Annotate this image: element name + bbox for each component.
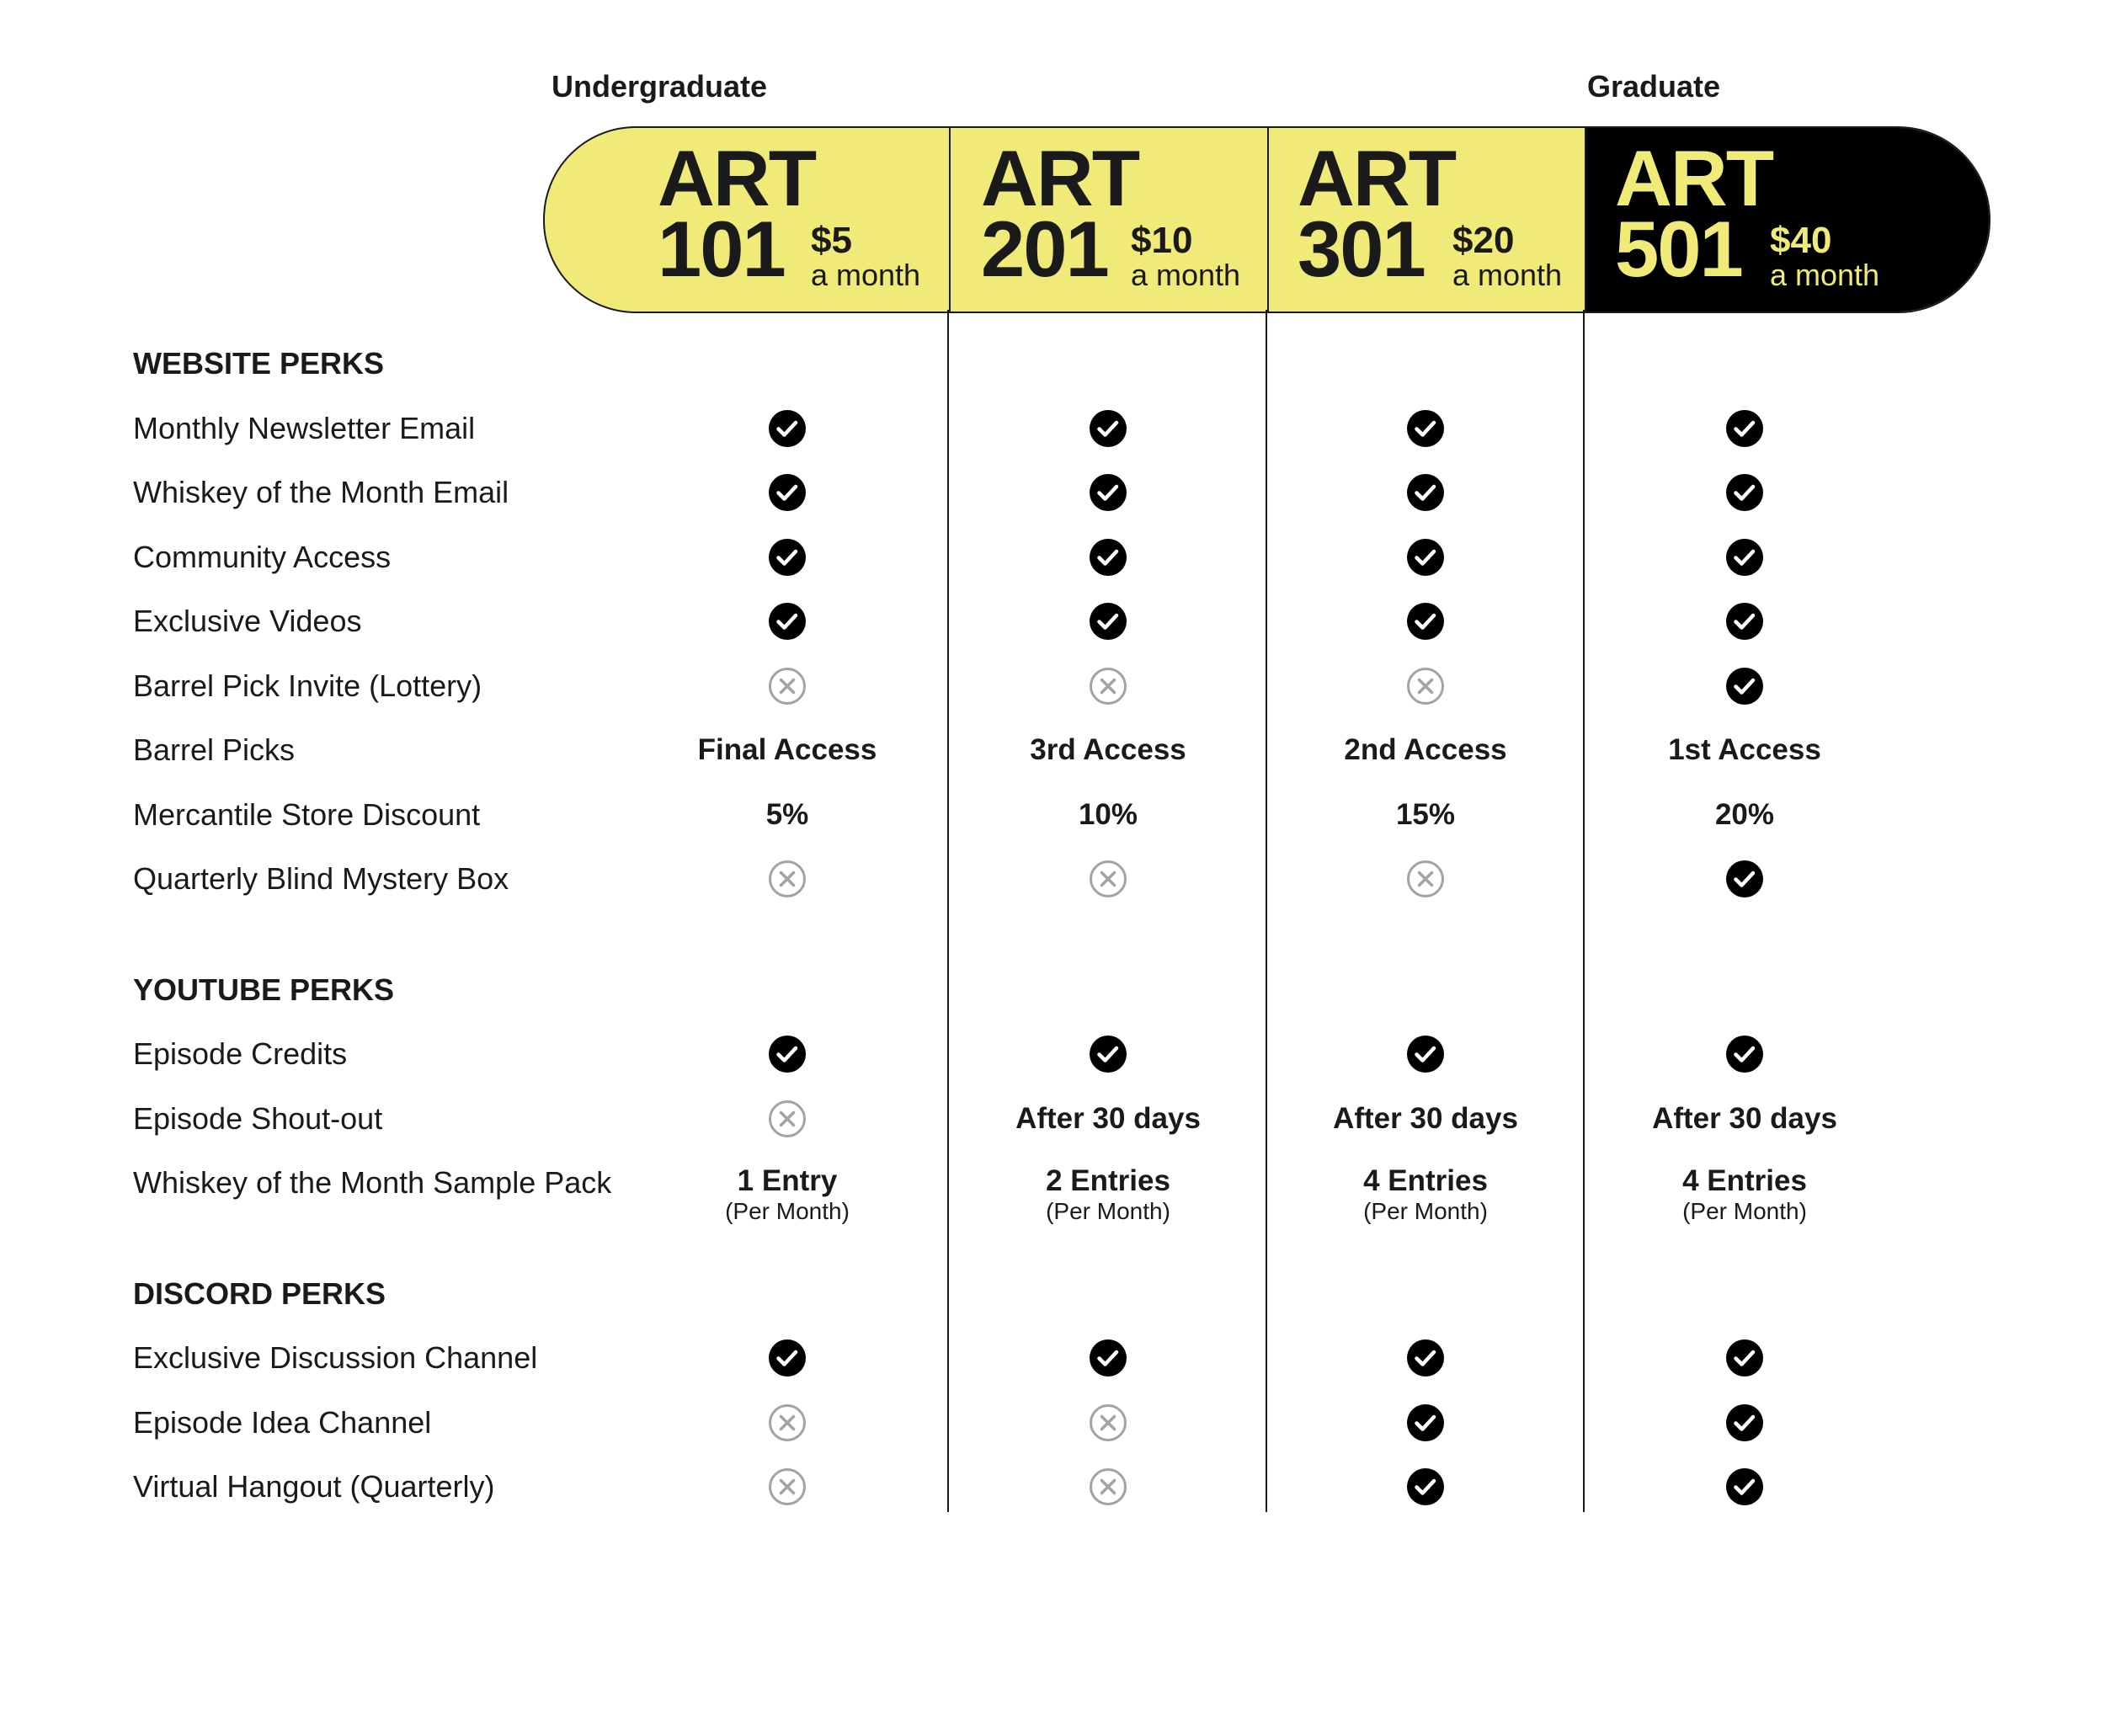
graduate-label: Graduate: [1587, 69, 1721, 104]
perk-cell: [1725, 473, 1764, 512]
cross-icon: [768, 667, 807, 706]
perk-value: Final Access: [697, 733, 877, 766]
section-title-youtube-perks: YOUTUBE PERKS: [133, 972, 395, 1007]
perk-value-note: (Per Month): [1046, 1198, 1170, 1224]
perk-cell: [1089, 1339, 1127, 1377]
tier-name-line1: ART: [658, 134, 816, 222]
check-icon: [1089, 473, 1127, 512]
cross-icon: [1089, 667, 1127, 706]
perk-value: 5%: [765, 797, 809, 831]
perk-cell: [1089, 860, 1127, 898]
cross-icon: [768, 1100, 807, 1138]
cross-icon: [768, 1467, 807, 1506]
tier-name: [1615, 134, 1773, 293]
perk-cell: [1725, 409, 1764, 448]
check-icon: [1725, 473, 1764, 512]
perk-cell: [1406, 1467, 1445, 1506]
perk-value: 15%: [1395, 797, 1456, 831]
check-icon: [1725, 860, 1764, 898]
perk-cell: [1089, 409, 1127, 448]
row-label: Episode Credits: [133, 1036, 348, 1071]
perk-cell: [1333, 1102, 1518, 1136]
perk-cell: [768, 1467, 807, 1506]
check-icon: [1406, 1403, 1445, 1442]
check-icon: [1725, 667, 1764, 706]
perk-value: 3rd Access: [1030, 733, 1186, 766]
perk-value-note: (Per Month): [1682, 1198, 1807, 1224]
perk-cell: [1406, 860, 1445, 898]
tier-name-line1: ART: [1615, 134, 1773, 222]
row-label: Community Access: [133, 539, 392, 574]
perk-cell: [1715, 798, 1774, 832]
tier-name-line2: 501: [1615, 205, 1742, 293]
tier-name-line2: 201: [981, 205, 1108, 293]
perk-cell: [1089, 1035, 1127, 1073]
check-icon: [1406, 409, 1445, 448]
tier-name: [1298, 134, 1456, 293]
price-period: a month: [1452, 258, 1563, 292]
check-icon: [1089, 409, 1127, 448]
perk-cell: [1089, 473, 1127, 512]
perk-value: 4 Entries: [1682, 1164, 1807, 1197]
price-period: a month: [1770, 258, 1880, 292]
row-label: Monthly Newsletter Email: [133, 410, 476, 445]
check-icon: [768, 473, 807, 512]
row-label: Exclusive Videos: [133, 604, 362, 638]
check-icon: [1089, 1035, 1127, 1073]
check-icon: [1725, 602, 1764, 641]
perk-cell: [1089, 1467, 1127, 1506]
perk-cell: [1406, 473, 1445, 512]
tier-name: [658, 134, 816, 293]
tier-art-301[interactable]: [1267, 128, 1585, 312]
perk-value: 1 Entry: [737, 1164, 838, 1197]
row-label: Barrel Pick Invite (Lottery): [133, 668, 482, 703]
perk-value: 4 Entries: [1363, 1164, 1488, 1197]
perk-cell: [768, 1100, 807, 1138]
perk-cell: [766, 798, 809, 832]
perk-cell: [768, 860, 807, 898]
tier-name-line1: ART: [1298, 134, 1456, 222]
check-icon: [1406, 1467, 1445, 1506]
perk-cell: [1406, 1339, 1445, 1377]
perk-value: After 30 days: [1015, 1101, 1201, 1135]
perk-cell: [1089, 602, 1127, 641]
perk-cell: [1406, 667, 1445, 706]
row-label: Episode Idea Channel: [133, 1404, 432, 1440]
perk-value: 2 Entries: [1046, 1164, 1170, 1197]
perk-cell: [768, 473, 807, 512]
perk-cell: [725, 1164, 850, 1225]
price-period: a month: [811, 258, 921, 292]
perk-cell: [1725, 538, 1764, 577]
row-label: Quarterly Blind Mystery Box: [133, 861, 509, 896]
tier-name-line1: ART: [981, 134, 1139, 222]
check-icon: [1406, 473, 1445, 512]
perk-cell: [768, 1339, 807, 1377]
check-icon: [768, 409, 807, 448]
check-icon: [1406, 602, 1445, 641]
row-label: Mercantile Store Discount: [133, 796, 481, 832]
perk-value: After 30 days: [1652, 1101, 1837, 1135]
check-icon: [1725, 1467, 1764, 1506]
tier-name: [981, 134, 1139, 293]
check-icon: [1089, 602, 1127, 641]
perk-cell: [1079, 798, 1138, 832]
perk-cell: [768, 1403, 807, 1442]
perk-cell: [1089, 1403, 1127, 1442]
price-amount: $20: [1452, 220, 1515, 261]
check-icon: [1089, 538, 1127, 577]
section-title-website-perks: WEBSITE PERKS: [133, 346, 385, 381]
perk-cell: [1344, 733, 1506, 767]
tier-price: [1131, 222, 1240, 291]
perk-cell: [1682, 1164, 1807, 1225]
perk-value-note: (Per Month): [725, 1198, 850, 1224]
check-icon: [1725, 1403, 1764, 1442]
tier-price: [811, 222, 920, 291]
price-period: a month: [1131, 258, 1241, 292]
check-icon: [1406, 538, 1445, 577]
perk-value: 1st Access: [1668, 733, 1821, 766]
perk-cell: [1089, 667, 1127, 706]
perk-cell: [1725, 1403, 1764, 1442]
price-amount: $40: [1770, 220, 1832, 261]
perk-cell: [768, 409, 807, 448]
perk-cell: [1089, 538, 1127, 577]
perk-cell: [768, 538, 807, 577]
row-label: Virtual Hangout (Quarterly): [133, 1469, 495, 1504]
check-icon: [1406, 1339, 1445, 1377]
tier-art-201[interactable]: [949, 128, 1267, 312]
perk-value: 2nd Access: [1344, 733, 1507, 766]
row-label: Whiskey of the Month Email: [133, 475, 509, 509]
cross-icon: [768, 860, 807, 898]
perk-cell: [1725, 602, 1764, 641]
price-amount: $10: [1131, 220, 1193, 261]
perk-cell: [1725, 1467, 1764, 1506]
check-icon: [1725, 538, 1764, 577]
perk-value: After 30 days: [1333, 1101, 1518, 1135]
cross-icon: [1089, 860, 1127, 898]
check-icon: [768, 1035, 807, 1073]
row-label: Whiskey of the Month Sample Pack: [133, 1165, 612, 1200]
check-icon: [1406, 1035, 1445, 1073]
row-label: Barrel Picks: [133, 732, 296, 767]
cross-icon: [1089, 1467, 1127, 1506]
perk-cell: [1406, 409, 1445, 448]
perk-cell: [1046, 1164, 1170, 1225]
tier-price: [1452, 222, 1562, 291]
perk-value-note: (Per Month): [1363, 1198, 1488, 1224]
perk-cell: [768, 1035, 807, 1073]
price-amount: $5: [811, 220, 852, 261]
tier-art-501[interactable]: [1585, 128, 1989, 312]
column-divider: [1266, 310, 1267, 1512]
perk-cell: [698, 733, 877, 767]
perk-cell: [1406, 1035, 1445, 1073]
perk-cell: [1396, 798, 1455, 832]
check-icon: [768, 1339, 807, 1377]
section-title-discord-perks: DISCORD PERKS: [133, 1275, 386, 1311]
row-label: Episode Shout-out: [133, 1100, 383, 1136]
tier-price: [1770, 222, 1879, 291]
tier-header-band: [543, 126, 1990, 313]
perk-cell: [1015, 1102, 1201, 1136]
row-label: Exclusive Discussion Channel: [133, 1340, 538, 1375]
perk-cell: [1725, 1035, 1764, 1073]
column-divider: [947, 310, 949, 1512]
perk-value: 20%: [1714, 797, 1775, 831]
perk-cell: [1030, 733, 1186, 767]
tier-art-101[interactable]: [545, 128, 949, 312]
perk-cell: [1725, 667, 1764, 706]
cross-icon: [1089, 1403, 1127, 1442]
check-icon: [768, 602, 807, 641]
cross-icon: [1406, 667, 1445, 706]
tier-name-line2: 101: [658, 205, 785, 293]
undergraduate-label: Undergraduate: [552, 69, 768, 104]
cross-icon: [768, 1403, 807, 1442]
perk-cell: [1363, 1164, 1488, 1225]
tier-name-line2: 301: [1298, 205, 1425, 293]
check-icon: [1089, 1339, 1127, 1377]
perk-value: 10%: [1078, 797, 1138, 831]
perk-cell: [1652, 1102, 1837, 1136]
check-icon: [1725, 1339, 1764, 1377]
perk-cell: [1725, 1339, 1764, 1377]
check-icon: [768, 538, 807, 577]
column-divider: [1583, 310, 1585, 1512]
perk-cell: [1725, 860, 1764, 898]
perk-cell: [1406, 1403, 1445, 1442]
perk-cell: [1668, 733, 1821, 767]
perk-cell: [768, 667, 807, 706]
check-icon: [1725, 1035, 1764, 1073]
check-icon: [1725, 409, 1764, 448]
perk-cell: [1406, 538, 1445, 577]
cross-icon: [1406, 860, 1445, 898]
perk-cell: [1406, 602, 1445, 641]
perk-cell: [768, 602, 807, 641]
